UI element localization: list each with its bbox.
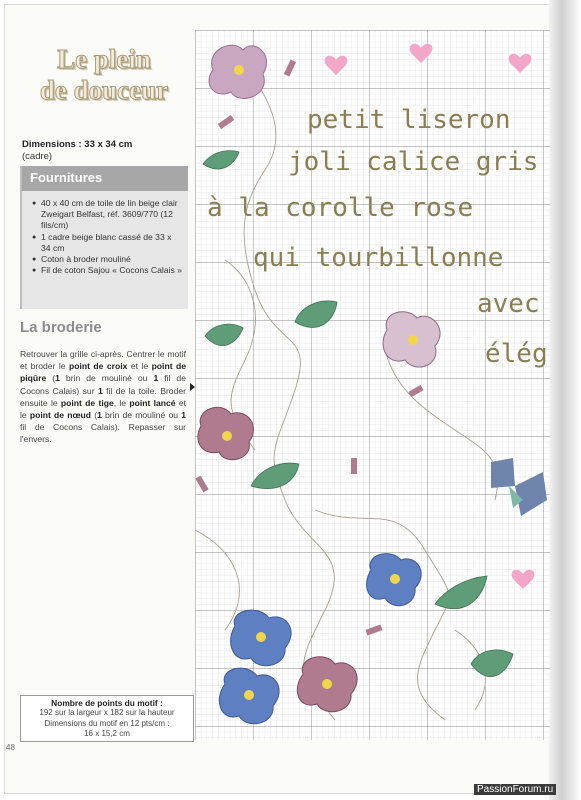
stitched-text-line: élég bbox=[485, 339, 548, 369]
supplies-heading: Fournitures bbox=[22, 166, 188, 191]
supply-item: ● 40 x 40 cm de toile de lin beige clair Zweigart Belfast, réf. 3609/770 (12 fils/cm) bbox=[32, 198, 182, 232]
bold-run: 1 bbox=[97, 410, 102, 421]
binding-edge bbox=[549, 0, 581, 800]
text-run: ( bbox=[94, 410, 98, 421]
bold-run: point de nœud bbox=[29, 410, 92, 421]
bold-run: 1 bbox=[181, 410, 186, 421]
bold-run: point de piqûre bbox=[20, 361, 187, 384]
text-run: fil de Cocons Calais) sur bbox=[20, 373, 186, 396]
stitch-count-line: Dimensions du motif en 12 pts/cm : bbox=[44, 718, 170, 728]
flower-blue-left bbox=[231, 610, 291, 666]
flower-mauve-bottom bbox=[297, 657, 357, 712]
stitched-text-line: petit liseron bbox=[307, 105, 511, 135]
bold-run: point de croix bbox=[68, 361, 128, 372]
page-title bbox=[14, 44, 194, 106]
supply-item: ● Coton à broder mouliné bbox=[32, 254, 182, 265]
bold-run: 1 bbox=[153, 373, 159, 384]
stitched-text-line: joli calice gris bbox=[288, 147, 539, 177]
chart-grid bbox=[195, 30, 550, 740]
flower-blue-right bbox=[367, 554, 422, 606]
dimensions-value: 33 x 34 cm bbox=[84, 139, 133, 150]
text-run: et le bbox=[130, 361, 149, 372]
supplies-list bbox=[22, 191, 188, 276]
stitched-text-line: qui tourbillonne bbox=[253, 243, 504, 273]
cross-stitch-chart bbox=[195, 30, 550, 740]
dimensions-label: Dimensions : bbox=[22, 139, 82, 150]
title-line-2: de douceur bbox=[39, 75, 169, 105]
bud bbox=[351, 458, 357, 474]
bold-run: 1 bbox=[55, 373, 60, 384]
stitch-count-line: 192 sur la largeur x 182 sur la hauteur bbox=[39, 708, 175, 718]
bold-run: point de tige bbox=[60, 397, 114, 408]
stitch-count-box bbox=[20, 695, 194, 742]
dimensions-note: (cadre) bbox=[22, 151, 53, 162]
flower-pink-mid bbox=[383, 312, 440, 367]
text-run: , le bbox=[113, 397, 127, 408]
supply-item: ● Fil de coton Sajou « Cocons Calais » bbox=[32, 265, 182, 276]
supply-item: ● 1 cadre beige blanc cassé de 33 x 34 cm bbox=[32, 232, 182, 254]
text-run: brin de mouliné ou bbox=[65, 373, 148, 384]
supplies-box bbox=[20, 166, 188, 309]
broderie-instructions bbox=[20, 348, 186, 446]
text-run: ( bbox=[52, 373, 56, 384]
text-run: fil de Cocons Calais). Repasser sur l'envers. bbox=[20, 422, 186, 445]
stitched-text-line: avec bbox=[477, 289, 540, 319]
text-run: brin de mouliné ou bbox=[105, 410, 179, 421]
flower-blue-bottom bbox=[219, 668, 279, 724]
watermark: PassionForum.ru bbox=[474, 784, 556, 795]
dimensions bbox=[22, 139, 132, 163]
stitch-count-line: 16 x 15,2 cm bbox=[84, 729, 130, 739]
text-run: fil de la toile. Broder ensuite le bbox=[20, 385, 187, 408]
flower-pink-top bbox=[209, 45, 266, 98]
text-run: Retrouver la grille ci-après. Centrer le motif et broder le bbox=[20, 349, 186, 372]
bold-run: point lancé bbox=[129, 397, 176, 408]
bold-run: 1 bbox=[97, 385, 103, 396]
stitch-count-title: Nombre de points du motif : bbox=[51, 698, 163, 708]
broderie-heading: La broderie bbox=[20, 319, 102, 336]
text-run: et le bbox=[20, 397, 187, 421]
page-number: 48 bbox=[6, 743, 15, 752]
title-line-1: Le plein bbox=[57, 44, 151, 74]
stitched-text-line: à la corolle rose bbox=[207, 193, 474, 223]
